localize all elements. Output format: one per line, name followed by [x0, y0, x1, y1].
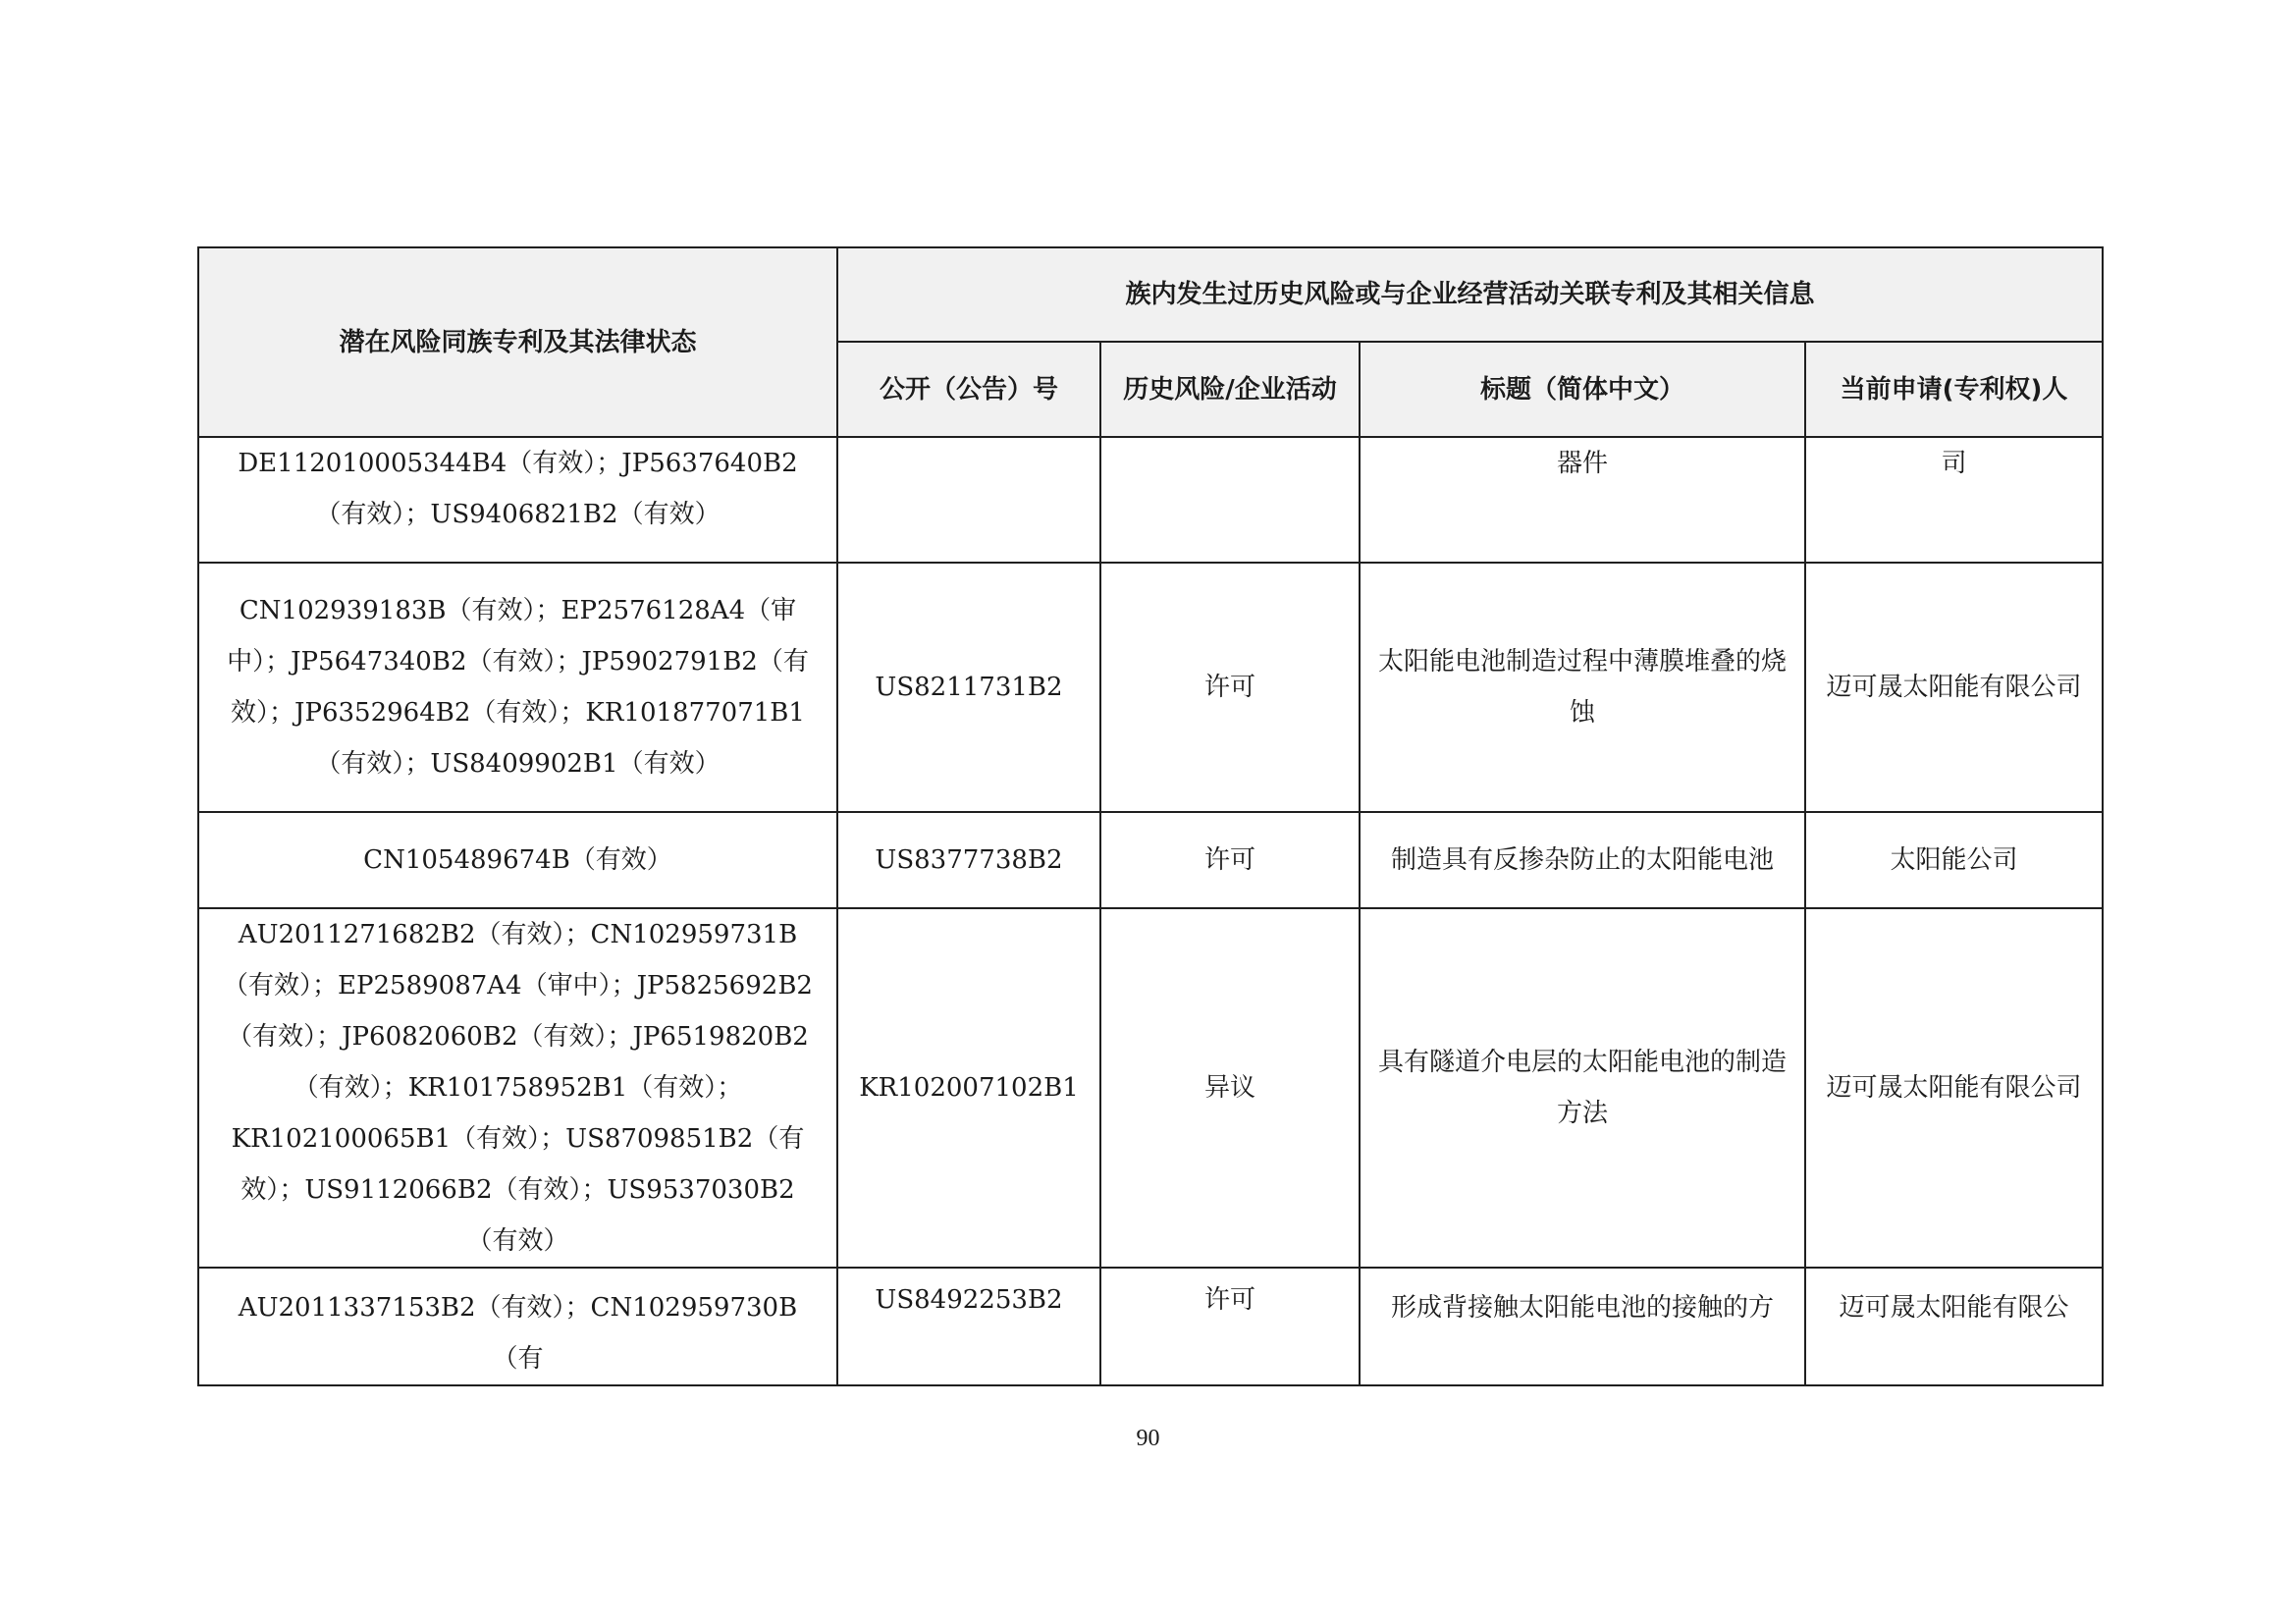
- pub-no-cell: KR102007102B1: [837, 908, 1100, 1268]
- activity-cell: 许可: [1100, 1268, 1360, 1385]
- title-cell: 制造具有反掺杂防止的太阳能电池: [1360, 812, 1805, 908]
- activity-cell: 异议: [1100, 908, 1360, 1268]
- patent-table: [197, 246, 2104, 1386]
- applicant-cell: 迈可晟太阳能有限公司: [1805, 908, 2103, 1268]
- header-family-status: 潜在风险同族专利及其法律状态: [198, 247, 837, 437]
- title-cell: 形成背接触太阳能电池的接触的方: [1360, 1268, 1805, 1385]
- table-row: [198, 1268, 2103, 1385]
- table-row: [198, 437, 2103, 563]
- applicant-cell: 太阳能公司: [1805, 812, 2103, 908]
- pub-no-cell: [837, 437, 1100, 563]
- title-cell: 太阳能电池制造过程中薄膜堆叠的烧蚀: [1360, 563, 1805, 812]
- title-cell: 器件: [1360, 437, 1805, 563]
- applicant-cell: 迈可晟太阳能有限公司: [1805, 563, 2103, 812]
- family-status-cell: AU2011271682B2（有效）；CN102959731B（有效）；EP2589087A4（审中）；JP5825692B2（有效）；JP6082060B2（有效）；JP6519820B2（有效）；KR101758952B1（有效）；KR102100065B1（有效）；US8709851B2（有效）；US9112066B2（有效）；US9537030B2（有效）: [198, 908, 837, 1268]
- family-status-cell: CN105489674B（有效）: [198, 812, 837, 908]
- page-number: 90: [1136, 1426, 1160, 1451]
- applicant-cell: 迈可晟太阳能有限公: [1805, 1268, 2103, 1385]
- activity-cell: 许可: [1100, 563, 1360, 812]
- header-group-title: 族内发生过历史风险或与企业经营活动关联专利及其相关信息: [837, 247, 2103, 342]
- pub-no-cell: US8492253B2: [837, 1268, 1100, 1385]
- pub-no-cell: US8211731B2: [837, 563, 1100, 812]
- family-status-cell: AU2011337153B2（有效）；CN102959730B（有: [198, 1268, 837, 1385]
- header-pub-no: 公开（公告）号: [837, 342, 1100, 437]
- table-row: [198, 563, 2103, 812]
- family-status-cell: DE112010005344B4（有效）；JP5637640B2（有效）；US9406821B2（有效）: [198, 437, 837, 563]
- applicant-cell: 司: [1805, 437, 2103, 563]
- family-status-cell: CN102939183B（有效）；EP2576128A4（审中）；JP5647340B2（有效）；JP5902791B2（有效）；JP6352964B2（有效）；KR101877071B1（有效）；US8409902B1（有效）: [198, 563, 837, 812]
- table-row: [198, 908, 2103, 1268]
- header-applicant: 当前申请(专利权)人: [1805, 342, 2103, 437]
- activity-cell: 许可: [1100, 812, 1360, 908]
- activity-cell: [1100, 437, 1360, 563]
- header-title-cn: 标题（简体中文）: [1360, 342, 1805, 437]
- header-activity: 历史风险/企业活动: [1100, 342, 1360, 437]
- table-row: [198, 812, 2103, 908]
- title-cell: 具有隧道介电层的太阳能电池的制造方法: [1360, 908, 1805, 1268]
- pub-no-cell: US8377738B2: [837, 812, 1100, 908]
